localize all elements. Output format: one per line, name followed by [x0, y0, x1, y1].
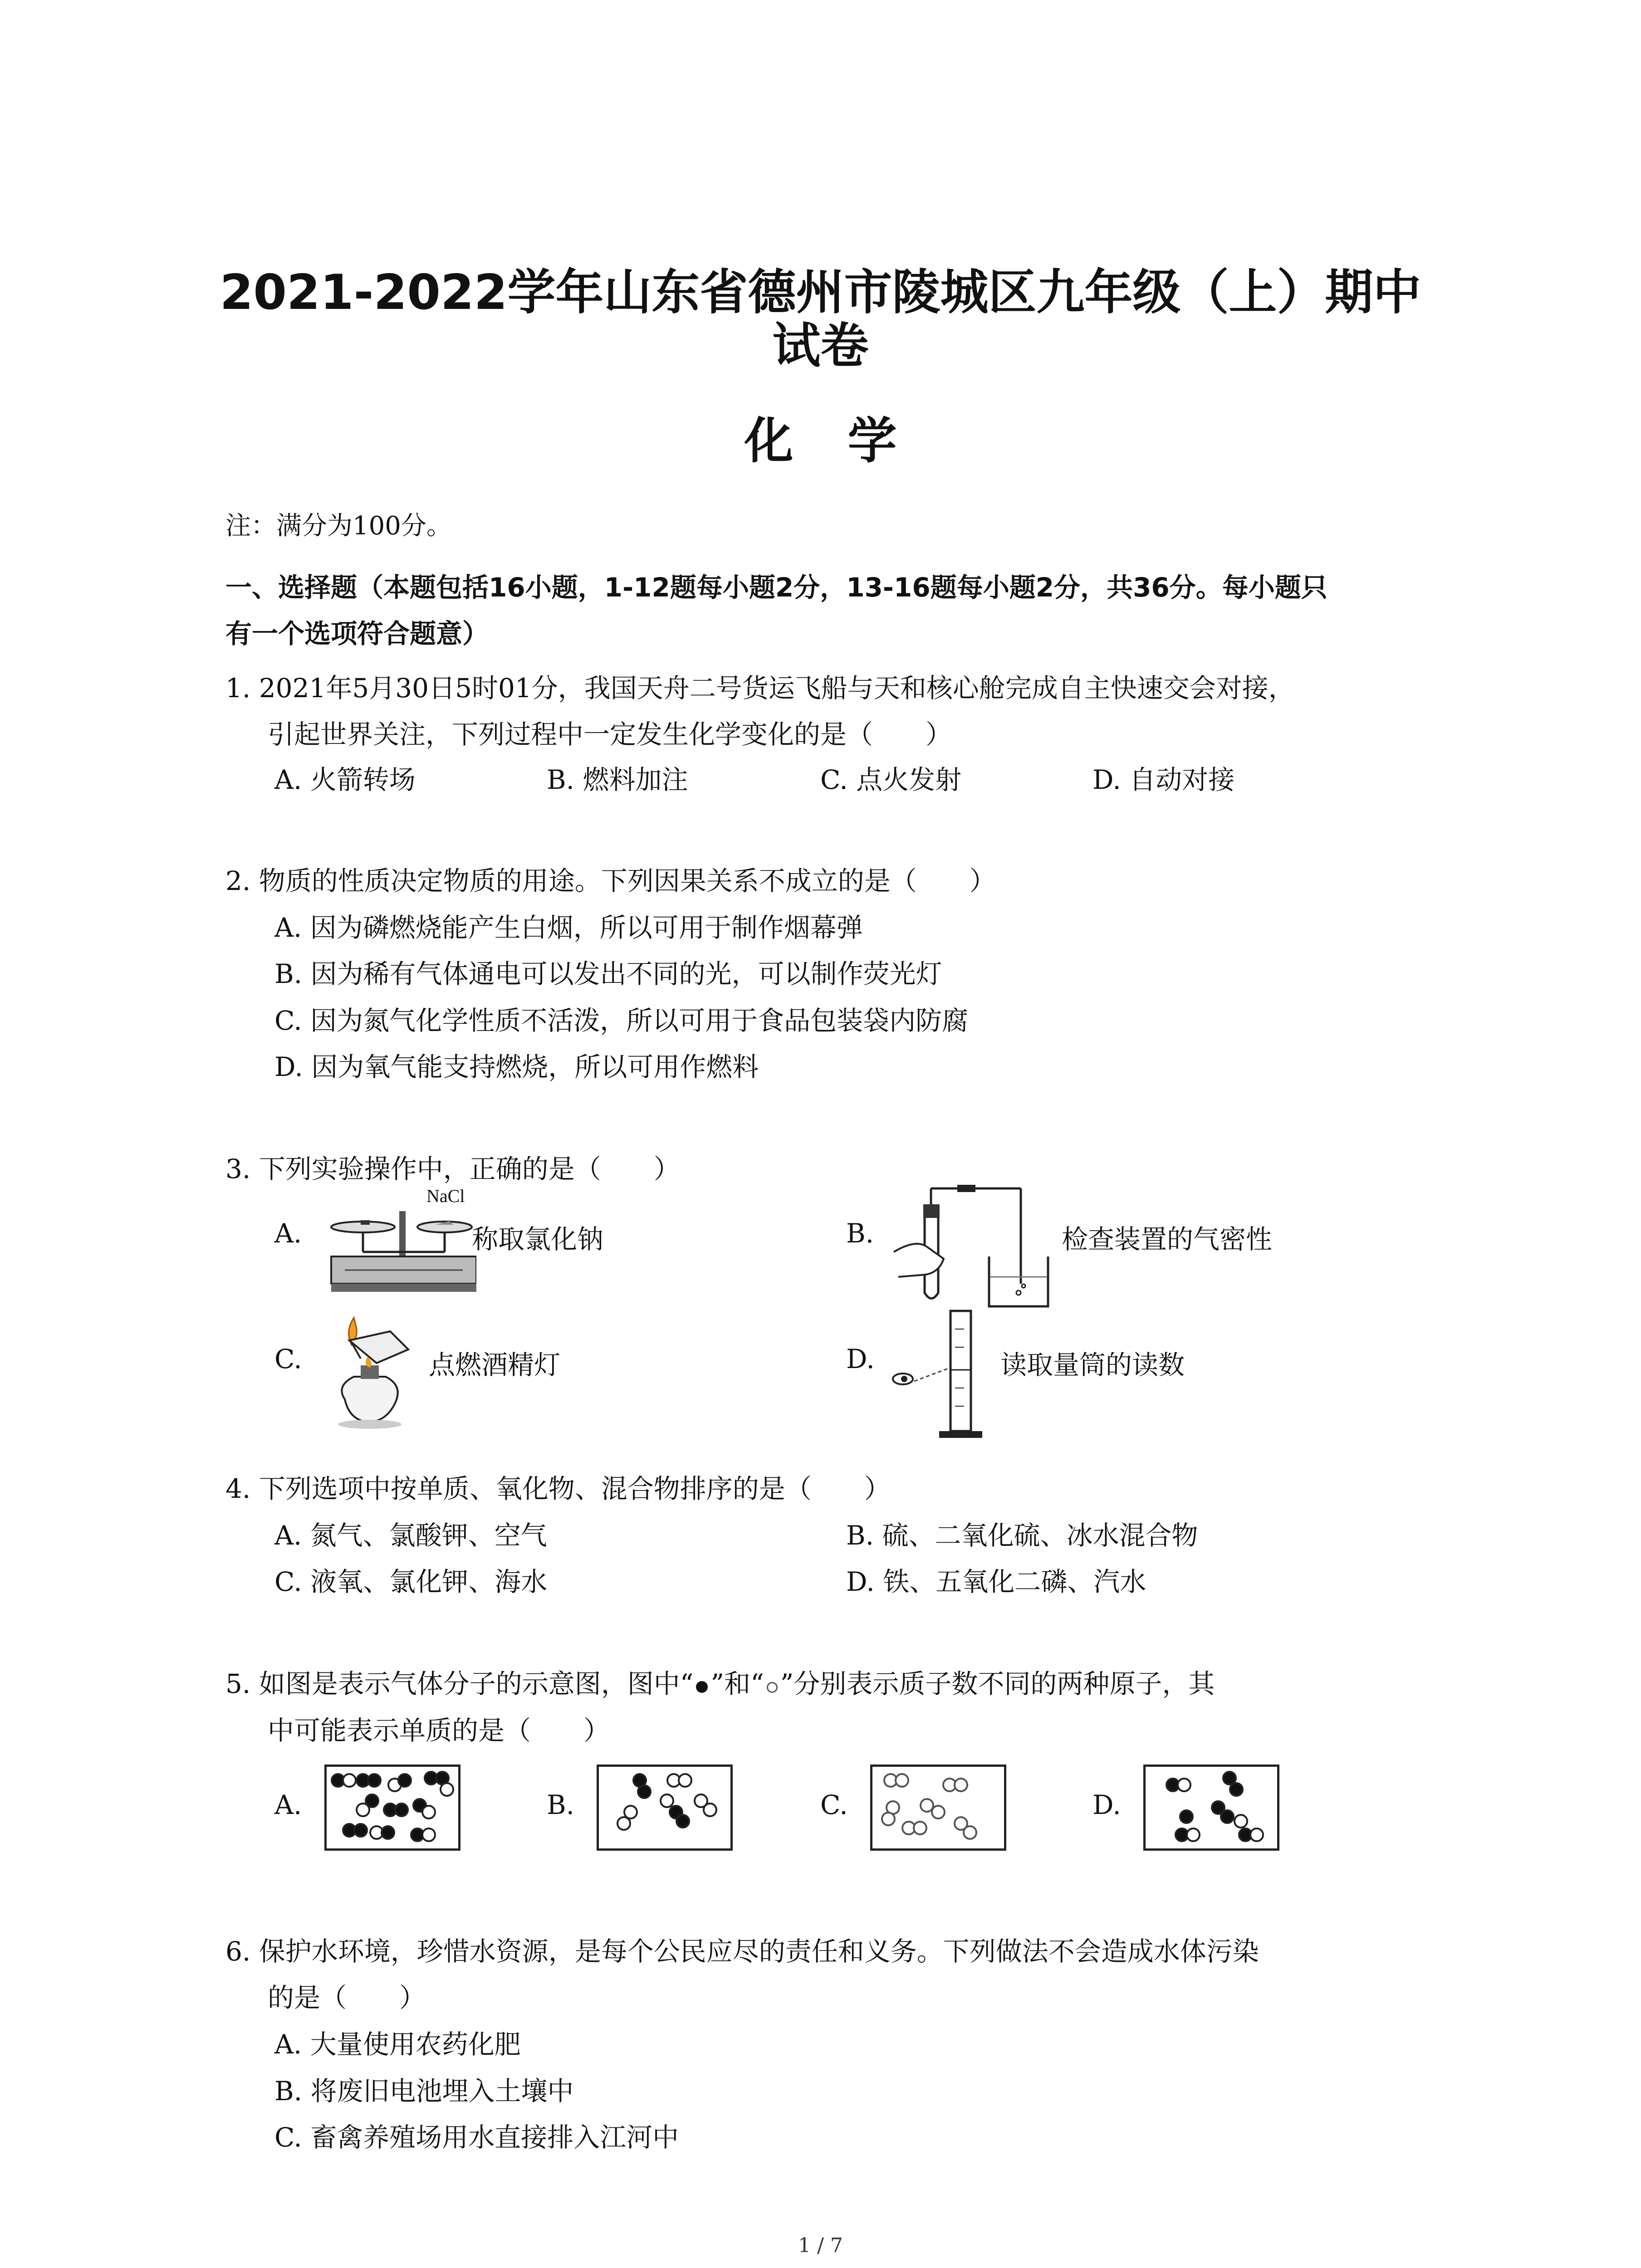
graduated-cylinder-figure — [887, 1306, 996, 1442]
option-a-letter: A. — [274, 1218, 302, 1249]
option-c-letter: C. — [274, 1344, 302, 1374]
page-title-line2: 试卷 — [772, 318, 869, 374]
balance-figure — [318, 1184, 476, 1297]
question-stem-part — [225, 1662, 1215, 1701]
option-c: C. 因为氮气化学性质不活泼，所以可用于食品包装袋内防腐 — [274, 1005, 969, 1036]
subject-heading: 化学 — [744, 413, 951, 469]
question-stem: 的是（ ） — [268, 1982, 426, 2013]
option-b-letter: B. — [846, 1218, 874, 1249]
stem-text: 5. 如图是表示气体分子的示意图，图中“ — [225, 1668, 694, 1699]
molecule-box-b — [597, 1765, 733, 1851]
stem-text: ”和“ — [710, 1668, 764, 1699]
page-number: 1 / 7 — [798, 2234, 843, 2257]
white-atom-icon — [767, 1682, 778, 1693]
option-b: B. 硫、二氧化硫、冰水混合物 — [846, 1520, 1198, 1551]
option-a-letter: A. — [274, 1789, 302, 1820]
option-a: A. 大量使用农药化肥 — [274, 2029, 521, 2060]
question-stem: 3. 下列实验操作中，正确的是（ ） — [225, 1154, 680, 1184]
question-stem: 中可能表示单质的是（ ） — [268, 1715, 610, 1746]
option-a-text: 称取氯化钠 — [472, 1224, 604, 1255]
nacl-label: NaCl — [426, 1186, 465, 1206]
black-atom-icon — [696, 1681, 708, 1693]
option-b-letter: B. — [547, 1789, 575, 1820]
question-stem: 1. 2021年5月30日5时01分，我国天舟二号货运飞船与天和核心舱完成自主快速交会对接， — [225, 673, 1295, 704]
option-b: B. 因为稀有气体通电可以发出不同的光，可以制作荧光灯 — [274, 958, 942, 989]
option-c: C. 畜禽养殖场用水直接排入江河中 — [274, 2122, 679, 2153]
question-stem: 6. 保护水环境，珍惜水资源，是每个公民应尽的责任和义务。下列做法不会造成水体污染 — [225, 1936, 1259, 1967]
option-d-letter: D. — [846, 1344, 875, 1374]
stem-text: ”分别表示质子数不同的两种原子，其 — [780, 1668, 1215, 1699]
option-c: C. 液氧、氯化钾、海水 — [274, 1566, 548, 1597]
option-c-letter: C. — [820, 1789, 848, 1820]
option-a: A. 火箭转场 — [274, 764, 416, 795]
molecule-box-c — [870, 1765, 1006, 1851]
option-d: D. 因为氧气能支持燃烧，所以可用作燃料 — [274, 1051, 759, 1082]
option-a: A. 因为磷燃烧能产生白烟，所以可用于制作烟幕弹 — [274, 912, 863, 943]
score-note: 注：满分为100分。 — [225, 511, 452, 541]
section-heading-line1: 一、选择题（本题包括16小题，1-12题每小题2分，13-16题每小题2分，共36分。每小题只 — [225, 572, 1327, 603]
molecule-box-d — [1143, 1765, 1279, 1851]
option-b: B. 将废旧电池埋入土壤中 — [274, 2076, 574, 2107]
option-d-letter: D. — [1092, 1789, 1121, 1820]
option-b-text: 检查装置的气密性 — [1062, 1224, 1273, 1255]
option-d-text: 读取量筒的读数 — [1000, 1349, 1185, 1380]
section-heading-line2: 有一个选项符合题意） — [225, 618, 489, 649]
question-stem: 2. 物质的性质决定物质的用途。下列因果关系不成立的是（ ） — [225, 865, 996, 896]
molecule-box-a — [324, 1765, 460, 1851]
option-c: C. 点火发射 — [820, 764, 962, 795]
option-d: D. 自动对接 — [1092, 764, 1235, 795]
question-stem: 4. 下列选项中按单质、氧化物、混合物排序的是（ ） — [225, 1473, 891, 1504]
question-stem: 引起世界关注，下列过程中一定发生化学变化的是（ ） — [268, 719, 952, 750]
airtightness-figure — [889, 1179, 1062, 1311]
option-b: B. 燃料加注 — [547, 764, 688, 795]
page-title-line1: 2021-2022学年山东省德州市陵城区九年级（上）期中 — [220, 264, 1421, 320]
option-d: D. 铁、五氧化二磷、汽水 — [846, 1566, 1146, 1597]
option-c-text: 点燃酒精灯 — [429, 1349, 561, 1380]
alcohol-lamp-figure — [318, 1313, 431, 1436]
option-a: A. 氮气、氯酸钾、空气 — [274, 1520, 547, 1551]
